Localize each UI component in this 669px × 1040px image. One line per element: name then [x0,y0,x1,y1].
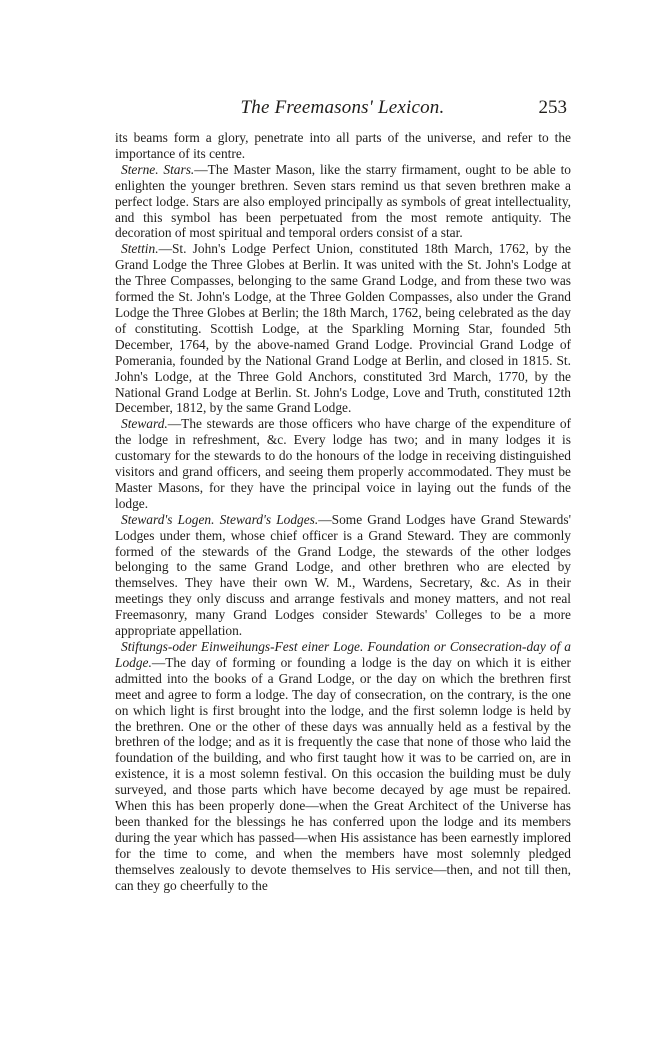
page-header [118,97,567,123]
page-number: 253 [538,97,567,118]
entry-heading: Steward's Logen. Steward's Lodges. [121,511,319,527]
entry-text: —The day of forming or founding a lodge is the day on which it is either admitted into the books of a Grand Lodge, or the day on which the brethren first meet and agree to form a lodge. The day of consecration, on the contrary, is the one on which light is first brought into the lodge, and the first solemn lodge is held by the brethren. One or the other of these days was annually held as a festival by the brethren of the lodge; and as it is frequently the case that none of those who laid the foundation of the building, and who first taught how it was to be carried on, are in existence, it is a most solemn festival. On this occasion the building must be duly surveyed, and those parts which have become decayed by age must be repaired. When this has been properly done—when the Great Architect of the Universe has been thanked for the blessings he has conferred upon the lodge and its members during the year which has passed—when His assistance has been earnestly implored for the time to come, and when the members have most solemnly pledged themselves zealously to devote themselves to His service—then, and not till then, can they go cheerfully to the [115,654,571,893]
entry-heading: Sterne. Stars. [121,161,195,177]
entry-stettin [115,241,571,416]
paragraph-continuation [115,130,571,162]
entry-sterne [115,162,571,242]
entry-text: —The stewards are those officers who have charge of the expenditure of the lodge in refreshment, &c. Every lodge has two; and in many lodges it is customary for the stewards to do the honours of the lodge in receiving distinguished visitors and grand officers, and seeing them properly accommodated. They must be Master Masons, for they have the principal voice in laying out the funds of the lodge. [115,416,571,511]
entry-text: —The Master Mason, like the starry firmament, ought to be able to enlighten the younger brethren. Seven stars remind us that seven brethren make a perfect lodge. Stars are also employed principally as symbols of great intellectuality, and this symbol has been perpetuated from the most remote antiquity. The decoration of most spiritual and temporal orders consist of a star. [115,161,571,241]
running-title: The Freemasons' Lexicon. [240,97,445,118]
entry-heading: Stiftungs-oder Einweihungs-Fest einer Loge. Foundation or Consecration-day of a Lodge. [115,639,571,670]
entry-steward [115,416,571,511]
entry-text: its beams form a glory, penetrate into all parts of the universe, and refer to the importance of its centre. [115,130,571,161]
entry-stewards-lodges [115,512,571,639]
entry-text: —Some Grand Lodges have Grand Stewards' Lodges under them, whose chief officer is a Grand Steward. They are commonly formed of the stewards of the Grand Lodge, the stewards of the other lodges belonging to the same Grand Lodge, and other brethren who are elected by themselves. They have their own W. M., Wardens, Secretary, &c. As in their meetings they only discuss and arrange festivals and money matters, and not real Freemasonry, many Grand Lodges consider Stewards' Colleges to be a more appropriate appellation. [115,511,572,639]
entry-heading: Stettin. [121,241,159,257]
entry-foundation-day [115,639,571,894]
body-text [115,130,571,894]
entry-text: —St. John's Lodge Perfect Union, constituted 18th March, 1762, by the Grand Lodge the Three Globes at Berlin. It was united with the St. John's Lodge at the Three Compasses, belonging to the same Grand Lodge, and from these two was formed the St. John's Lodge, at the Three Golden Compasses, also under the Grand Lodge the Three Globes at Berlin; the 18th March, 1762, being celebrated as the day of constituting. Scottish Lodge, at the Sparkling Morning Star, founded 5th December, 1764, by the above-named Grand Lodge. Provincial Grand Lodge of Pomerania, founded by the National Grand Lodge at Berlin, and closed in 1815. St. John's Lodge, at the Three Gold Anchors, constituted 3rd March, 1770, by the National Grand Lodge at Berlin. St. John's Lodge, Love and Truth, constituted 12th December, 1812, by the same Grand Lodge. [115,241,571,416]
entry-heading: Steward. [121,416,168,432]
